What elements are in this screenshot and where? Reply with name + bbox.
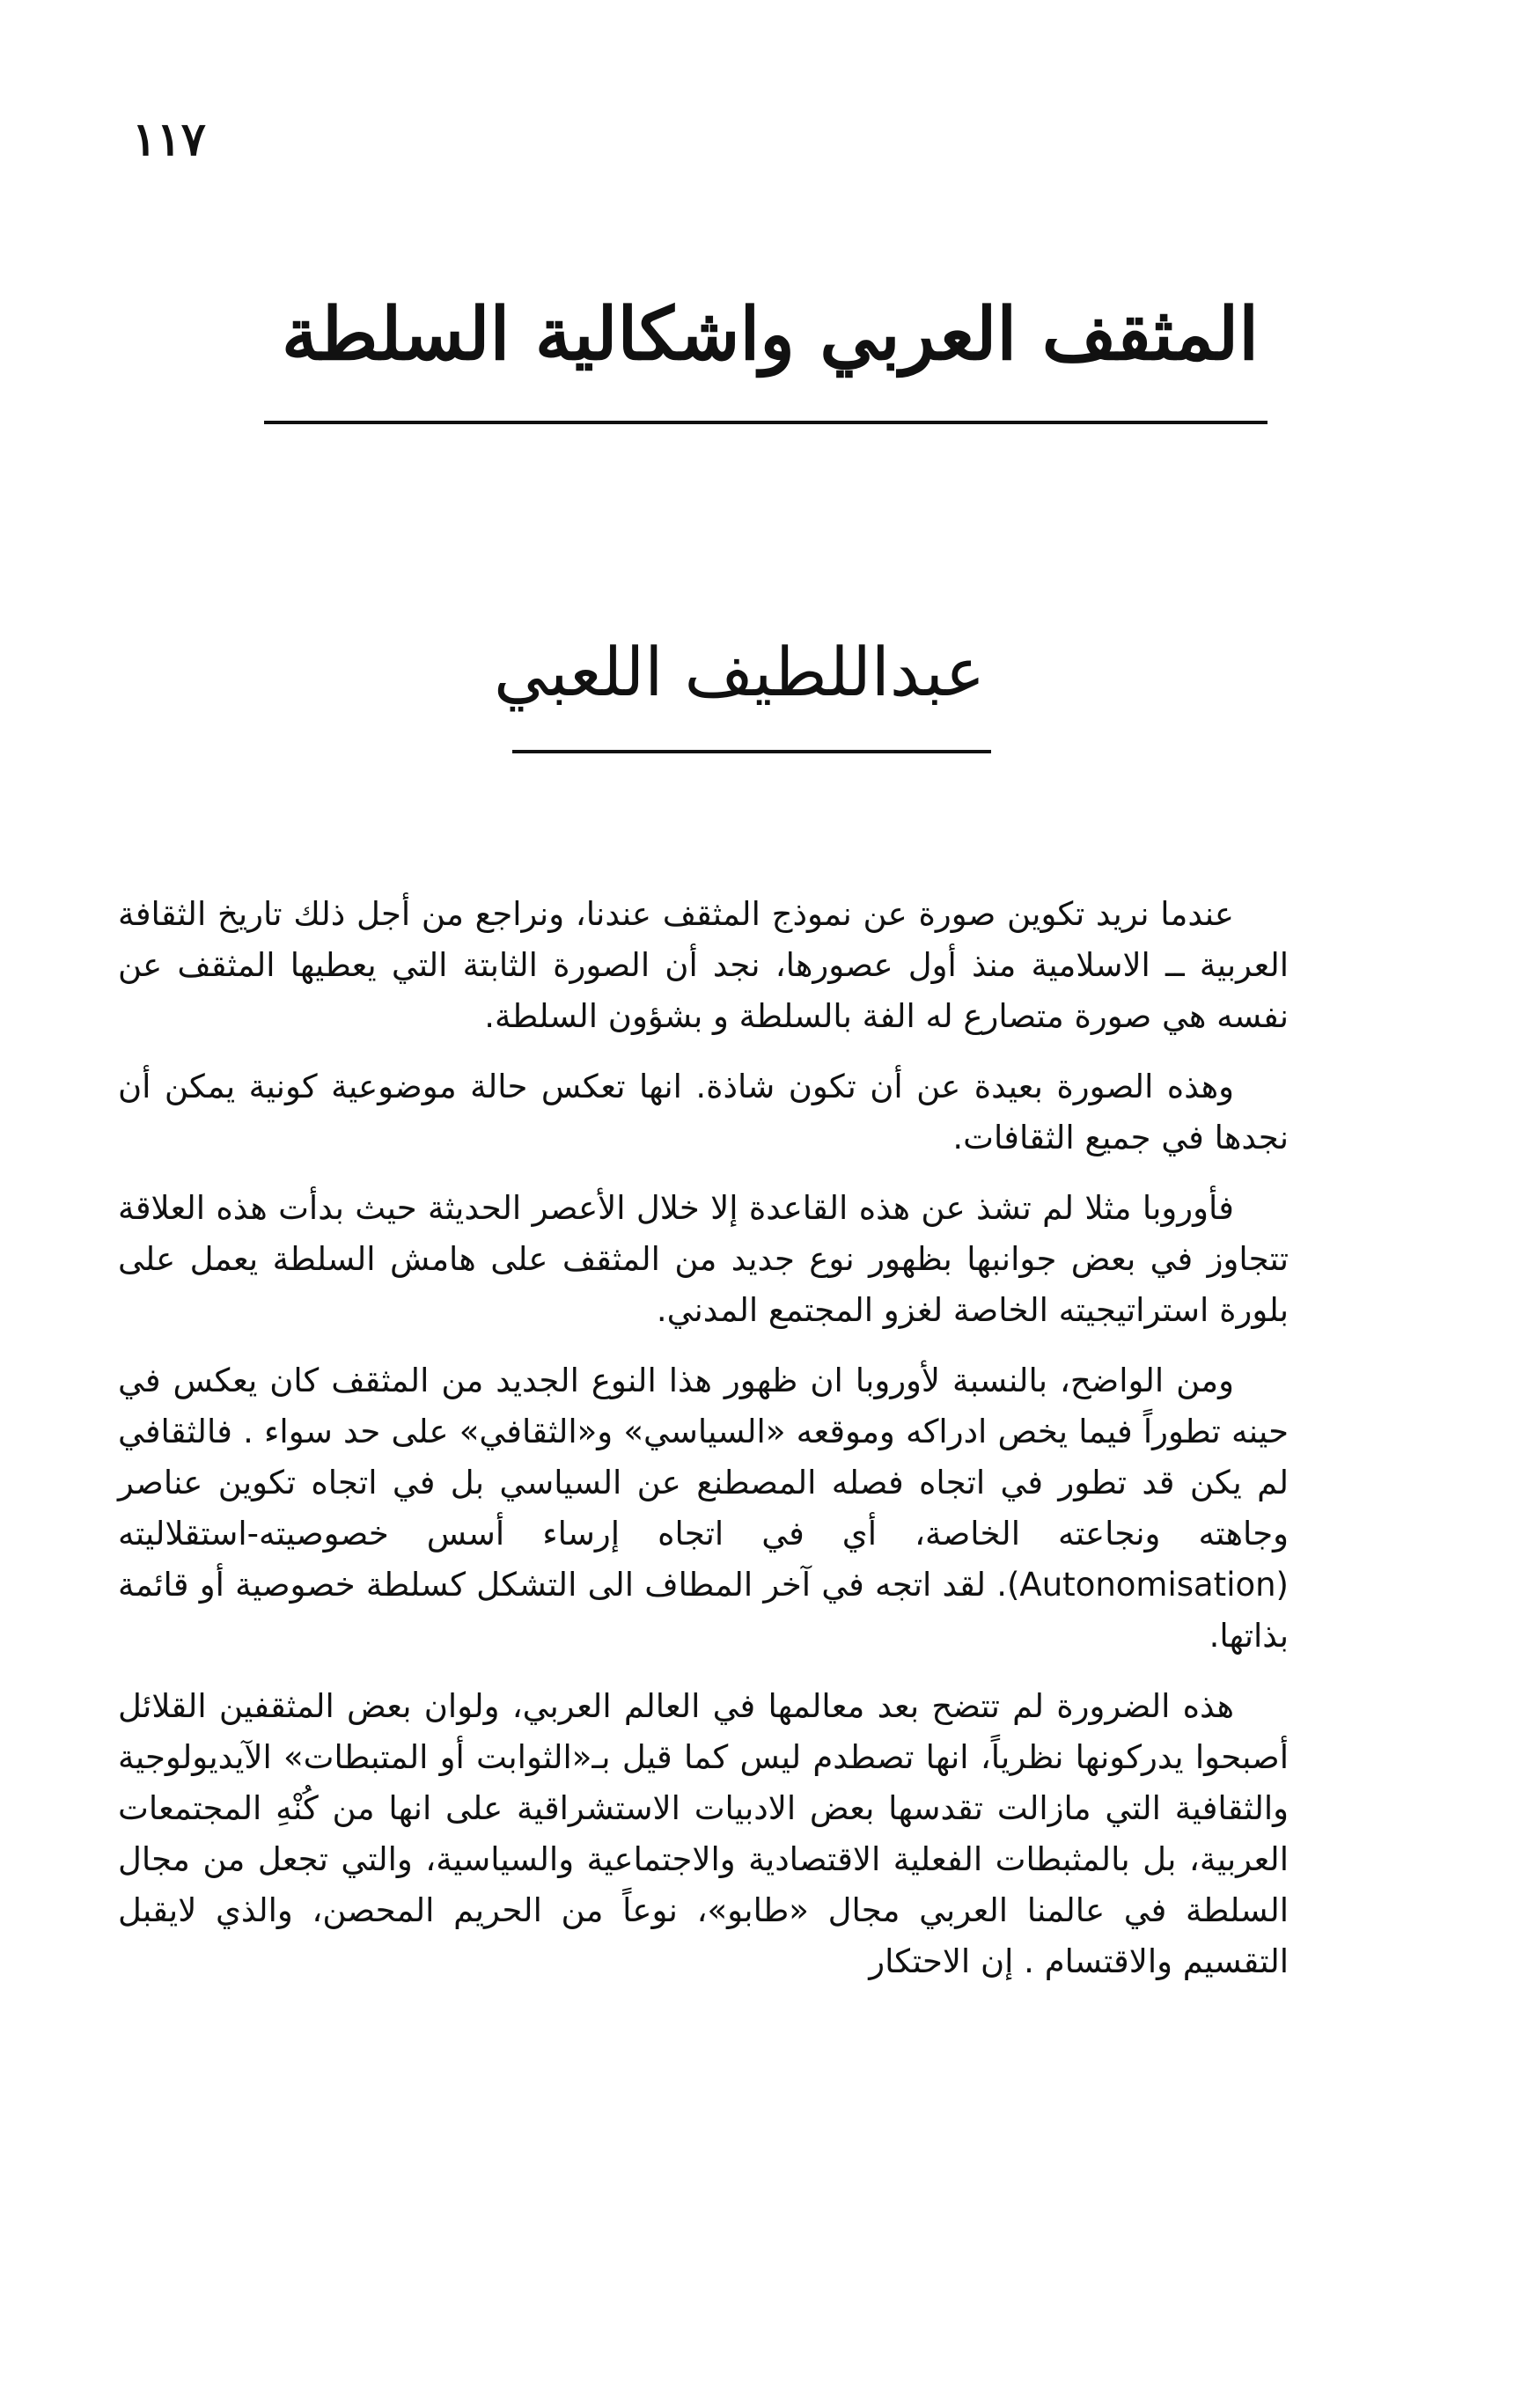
author-name: عبداللطيف اللعبي: [493, 633, 986, 711]
paragraph: عندما نريد تكوين صورة عن نموذج المثقف عندنا، ونراجع من أجل ذلك تاريخ الثقافة العربية ــ الاسلامية منذ أول عصورها، نجد أن الصورة الثابتة التي يعطيها المثقف عن نفسه هي صورة متصارع له الفة بالسلطة و بشؤون السلطة.: [118, 895, 1289, 1035]
paragraph-text: ومن الواضح، بالنسبة لأوروبا ان ظهور هذا النوع الجديد من المثقف كان يعكس في حينه تطوراً فيما يخص ادراكه وموقعه «السياسي» و«الثقافي» على حد سواء . فالثقافي لم يكن قد تطور في اتجاه فصله المصطنع عن السياسي بل في اتجاه تكوين عناصر وجاهته ونجاعته الخاصة، أي في اتجاه إرساء أسس خصوصيته-استقلاليته: [118, 1362, 1289, 1553]
author-underline: [512, 750, 991, 753]
latin-term: (Autonomisation): [1006, 1566, 1289, 1604]
paragraph: هذه الضرورة لم تتضح بعد معالمها في العالم العربي، ولوان بعض المثقفين القلائل أصبحوا يدركونها نظرياً، انها تصطدم ليس كما قيل بـ«الثوابت أو المتبطات» الآيديولوجية والثقافية التي مازالت تقدسها بعض الادبيات الاستشراقية على انها من كُنْهِ المجتمعات العربية، بل بالمثبطات الفعلية الاقتصادية والاجتماعية والسياسية، والتي تجعل من مجال السلطة في عالمنا العربي مجال «طابو»، نوعاً من الحريم المحصن، والذي لايقبل التقسيم والاقتسام . إن الاحتكار: [118, 1687, 1289, 1980]
paragraph: [118, 1355, 1289, 1662]
paragraph-text: . لقد اتجه في آخر المطاف الى التشكل كسلطة خصوصية أو قائمة بذاتها.: [118, 1566, 1289, 1655]
paragraph: فأوروبا مثلا لم تشذ عن هذه القاعدة إلا خلال الأعصر الحديثة حيث بدأت هذه العلاقة تتجاوز في بعض جوانبها بظهور نوع جديد من المثقف على هامش السلطة يعمل على بلورة استراتيجيته الخاصة لغزو المجتمع المدني.: [118, 1189, 1289, 1329]
page-number: ١١٧: [132, 113, 206, 166]
article-body: [118, 889, 1289, 2007]
title-underline: [264, 421, 1268, 424]
article-title: المثقف العربي واشكالية السلطة: [281, 292, 1259, 377]
paragraph: وهذه الصورة بعيدة عن أن تكون شاذة. انها تعكس حالة موضوعية كونية يمكن أن نجدها في جميع الثقافات.: [118, 1068, 1289, 1156]
